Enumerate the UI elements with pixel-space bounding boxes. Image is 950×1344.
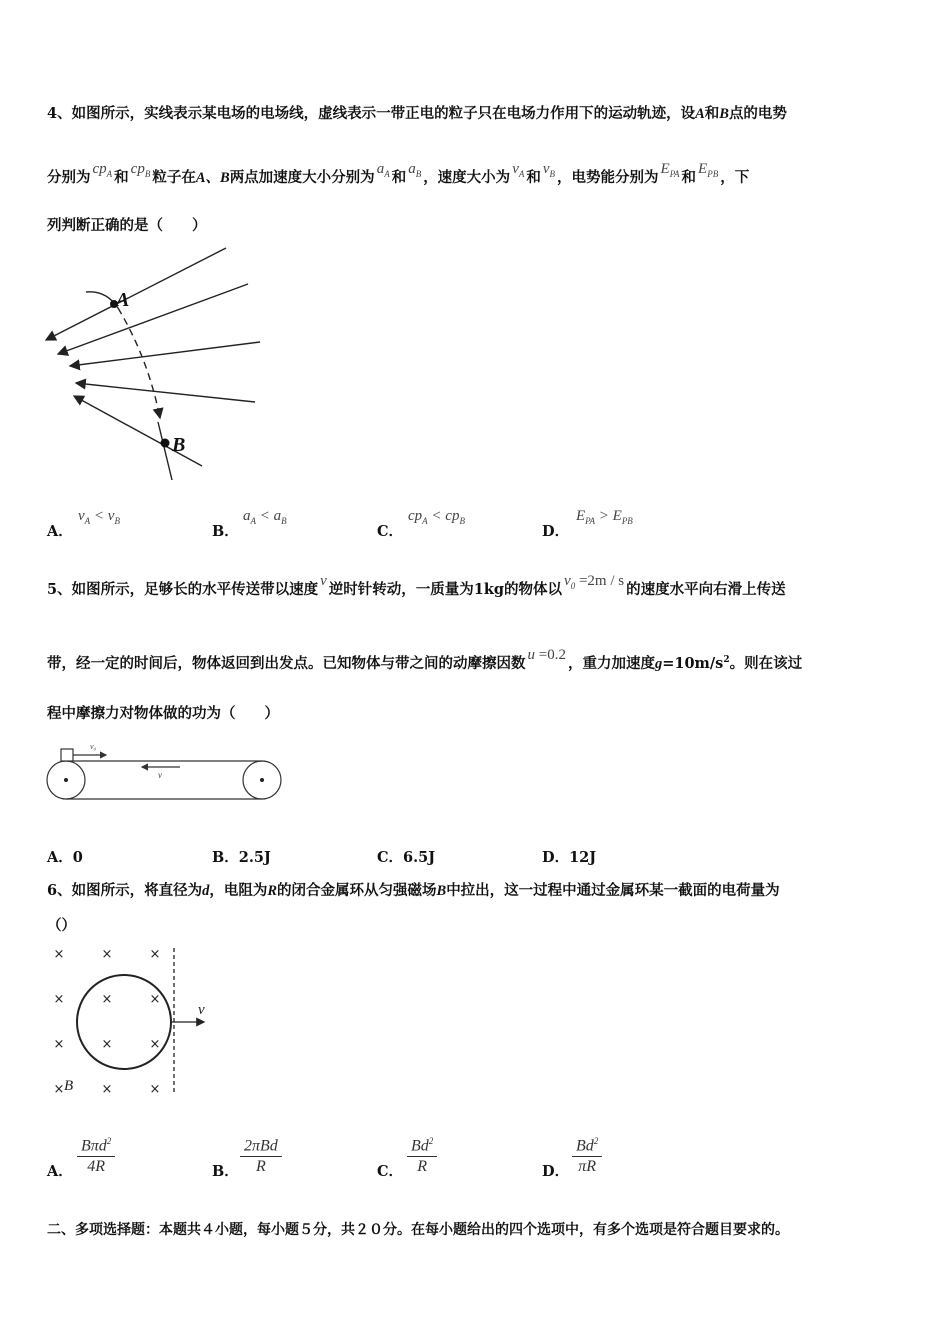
v-a-sym: v: [512, 161, 519, 177]
q5-text-2c: 。则在该过: [729, 655, 803, 672]
q4-text-2d: ，速度大小为: [423, 169, 511, 186]
v-a-sub: A: [518, 169, 525, 179]
section-2-text: 二、多项选择题：本题共４小题，每小题５分，共２０分。在每小题给出的四个选项中，有多个选项是符合题目要求的。: [47, 1222, 789, 1238]
q4-option-d-math: [576, 508, 633, 526]
math-e-pb: [698, 161, 718, 177]
math-a-a: [377, 161, 390, 177]
q6-text-1c: 的闭合金属环从匀强磁场: [277, 882, 437, 899]
q5-text-3: 程中摩擦力对物体做的功为（ ）: [47, 705, 279, 722]
e-pb-sub: PB: [707, 169, 719, 179]
q4-field-diagram: [40, 240, 270, 490]
q6-oc-num-sup: 2: [428, 1136, 434, 1146]
q5-option-a: [47, 846, 83, 867]
field-line-3: [70, 342, 260, 366]
q4-line1: [47, 102, 787, 123]
q5-oc-value: 6.5J: [403, 849, 436, 866]
math-phi-a: [93, 161, 113, 177]
q4-ob-s1: A: [250, 516, 256, 526]
q6-option-b-fraction: [240, 1136, 282, 1176]
q4-oa-s1: A: [84, 516, 91, 526]
q5-v0-val: =2m / s: [575, 573, 625, 589]
q6-oc-num: [407, 1136, 437, 1157]
q4-option-c-label: C．: [377, 523, 404, 540]
a-a-sym: a: [376, 161, 385, 177]
q4-ab: A、B: [195, 170, 230, 186]
q4-od-m1: E: [576, 508, 586, 524]
fig-v-label-q6: v: [198, 1002, 205, 1018]
q4-option-d-label: D．: [542, 523, 570, 540]
math-e-pa: [661, 161, 680, 177]
fig-label-a: A: [116, 289, 130, 311]
q4-and2: 和: [391, 169, 407, 186]
q6-oa-den: 4R: [87, 1158, 106, 1176]
q6-od-den: πR: [578, 1158, 597, 1176]
q4-text-end: 点的电势: [728, 105, 787, 122]
q5-oc-label: C．: [377, 849, 404, 866]
q5-v0-sub: 0: [570, 581, 576, 591]
q4-oa-s2: B: [114, 516, 120, 526]
q5-text-1d: 的速度水平向右滑上传送: [626, 581, 786, 598]
q5-text-1c: 的物体以: [504, 581, 563, 598]
q6-ob-num: [240, 1136, 282, 1157]
q6-oc-num-text: Bd: [411, 1137, 429, 1155]
q6-oc-den: R: [417, 1158, 428, 1176]
q5-text-2b: ，重力加速度: [567, 655, 655, 672]
q4-oc-s2: B: [459, 516, 465, 526]
field-line-1: [46, 248, 226, 340]
q6-option-d-label: D．: [542, 1163, 570, 1180]
a-b-sym: a: [408, 161, 416, 177]
q5-ob-value: 2.5J: [238, 849, 271, 866]
q5-g-sup: 2: [723, 655, 730, 666]
q4-ob-s2: B: [281, 516, 287, 526]
cross-9: ×: [149, 1037, 161, 1052]
q4-text-2e: ，电势能分别为: [557, 169, 659, 186]
cross-7: ×: [53, 1037, 65, 1052]
q5-mass: 1kg: [473, 581, 505, 598]
q5-line2: [47, 647, 803, 673]
q5-math-mu: [528, 647, 566, 663]
math-v-b: [543, 161, 555, 177]
v-b-sym: v: [542, 161, 550, 177]
point-b-dot: [161, 439, 170, 448]
q4-line2: [47, 161, 750, 188]
q6-line2: [47, 914, 76, 935]
q5-option-d: [542, 846, 596, 867]
q4-point-b: B: [719, 106, 729, 122]
e-pa-sub: PA: [669, 169, 680, 179]
e-pb-sym: E: [698, 161, 708, 177]
q4-and3: 和: [526, 169, 541, 186]
q5-conveyor-diagram: [40, 740, 290, 806]
q6-magnetic-diagram: [44, 940, 224, 1100]
q5-v0-sym: v: [564, 573, 571, 589]
q5-g-val: =10m/s: [662, 655, 724, 672]
section-2-heading: [47, 1219, 789, 1239]
q6-option-d-fraction: [572, 1136, 602, 1176]
e-pa-sym: E: [660, 161, 670, 177]
cross-6: ×: [149, 992, 161, 1007]
q4-point-a: A: [695, 106, 705, 122]
fig-v-label: v: [158, 770, 162, 780]
q6-option-c-fraction: [407, 1136, 437, 1176]
math-v-a: [512, 161, 524, 177]
q4-option-a-label: A．: [47, 523, 73, 540]
q4-oc-m2: cp: [445, 508, 460, 524]
q5-oa-label: A．: [47, 849, 73, 866]
q5-line3: [47, 702, 279, 723]
cross-3: ×: [149, 947, 161, 962]
fig-b-label: B: [64, 1078, 74, 1094]
q6-ob-num-text: 2πBd: [244, 1137, 278, 1155]
cross-12: ×: [149, 1082, 161, 1097]
q6-od-num-sup: 2: [593, 1136, 599, 1146]
metal-ring: [77, 975, 171, 1069]
trajectory-end: [158, 422, 172, 480]
cross-11: ×: [101, 1082, 113, 1097]
q5-mu-val: =0.2: [535, 647, 566, 663]
cross-4: ×: [53, 992, 65, 1007]
q5-text-2a: 带，经一定的时间后，物体返回到出发点。已知物体与带之间的动摩擦因数: [47, 655, 526, 672]
a-b-sub: B: [415, 169, 422, 179]
left-axle: [64, 778, 68, 782]
phi-a-sub: A: [106, 169, 113, 179]
fig-label-b: B: [172, 434, 186, 456]
q4-od-s1: PA: [585, 516, 596, 526]
cross-1: ×: [53, 947, 65, 962]
q4-od-op: >: [595, 508, 613, 524]
q5-od-label: D．: [542, 849, 570, 866]
q6-option-a-label: A．: [47, 1163, 73, 1180]
q6-ob-den: R: [256, 1158, 266, 1176]
q4-oc-s1: A: [422, 516, 428, 526]
q6-text-2: （）: [47, 917, 76, 934]
q5-oa-value: 0: [72, 849, 83, 866]
q5-ob-label: B．: [212, 849, 239, 866]
q4-option-c-math: [408, 508, 465, 526]
phi-b-sym: cp: [130, 161, 145, 177]
q4-and: 和: [704, 105, 720, 122]
q6-d: d: [202, 883, 210, 899]
q6-text-1d: 中拉出，这一过程中通过金属环某一截面的电荷量为: [446, 882, 780, 899]
cross-5: ×: [101, 992, 113, 1007]
q5-option-b: [212, 846, 271, 867]
q4-oa-op: <: [90, 508, 108, 524]
q4-oc-m1: cp: [408, 508, 423, 524]
q4-text-3: 列判断正确的是（ ）: [47, 217, 207, 234]
q4-option-a-math: [78, 508, 120, 526]
q5-math-v: v: [320, 573, 327, 589]
q6-oa-num-text: Bπd: [81, 1137, 107, 1155]
q4-oa-m2: v: [107, 508, 115, 524]
q4-option-b-math: [243, 508, 287, 526]
cross-2: ×: [101, 947, 113, 962]
q6-option-c-label: C．: [377, 1163, 404, 1180]
phi-a-sym: cp: [92, 161, 107, 177]
q6-oa-num-sup: 2: [106, 1136, 112, 1146]
field-line-4: [76, 383, 255, 402]
q4-ob-op: <: [256, 508, 274, 524]
q4-od-m2: E: [612, 508, 622, 524]
q6-od-num: [572, 1136, 602, 1157]
q6-r: R: [267, 883, 278, 899]
q5-g: g: [654, 656, 663, 672]
cross-8: ×: [101, 1037, 113, 1052]
block: [61, 749, 73, 761]
q4-od-s2: PB: [621, 516, 633, 526]
q4-text-2c: 两点加速度大小分别为: [229, 169, 375, 186]
q5-line1: [47, 573, 786, 600]
q4-and1: 和: [114, 169, 129, 186]
q6-line1: [47, 879, 780, 900]
q6-od-num-text: Bd: [576, 1137, 594, 1155]
q5-mu-sym: u: [527, 647, 535, 663]
q4-text-2b: 粒子在: [152, 169, 196, 186]
q4-ob-m2: a: [273, 508, 282, 524]
q6-text-1b: ，电阻为: [209, 882, 268, 899]
cross-10: ×: [53, 1082, 65, 1097]
q6-option-a-fraction: [77, 1136, 115, 1176]
q6-option-b-label: B．: [212, 1163, 239, 1180]
fig-v0-label: v₀: [90, 742, 97, 751]
q4-text-2f: ，下: [720, 169, 750, 186]
q5-option-c: [377, 846, 435, 867]
q5-od-value: 12J: [569, 849, 597, 866]
q4-and4: 和: [681, 169, 697, 186]
math-a-b: [408, 161, 421, 177]
q6-text-1a: 6、如图所示，将直径为: [47, 882, 203, 899]
phi-b-sub: B: [144, 169, 151, 179]
v-b-sub: B: [549, 169, 556, 179]
q5-text-1a: 5、如图所示，足够长的水平传送带以速度: [47, 581, 319, 598]
math-phi-b: [131, 161, 151, 177]
q4-oa-m1: v: [78, 508, 85, 524]
q5-math-v0: [564, 573, 624, 589]
q4-text-2a: 分别为: [47, 169, 91, 186]
q6-b: B: [436, 883, 447, 899]
right-axle: [260, 778, 264, 782]
q4-text-1: 4、如图所示，实线表示某电场的电场线，虚线表示一带正电的粒子只在电场力作用下的运动轨迹，设: [47, 105, 696, 122]
q4-oc-op: <: [427, 508, 446, 524]
q4-ob-m1: a: [243, 508, 251, 524]
q4-line3: [47, 214, 207, 235]
q5-text-1b: 逆时针转动，一质量为: [328, 581, 474, 598]
q4-option-b-label: B．: [212, 523, 239, 540]
q6-oa-num: [77, 1136, 115, 1157]
a-a-sub: A: [384, 169, 390, 179]
